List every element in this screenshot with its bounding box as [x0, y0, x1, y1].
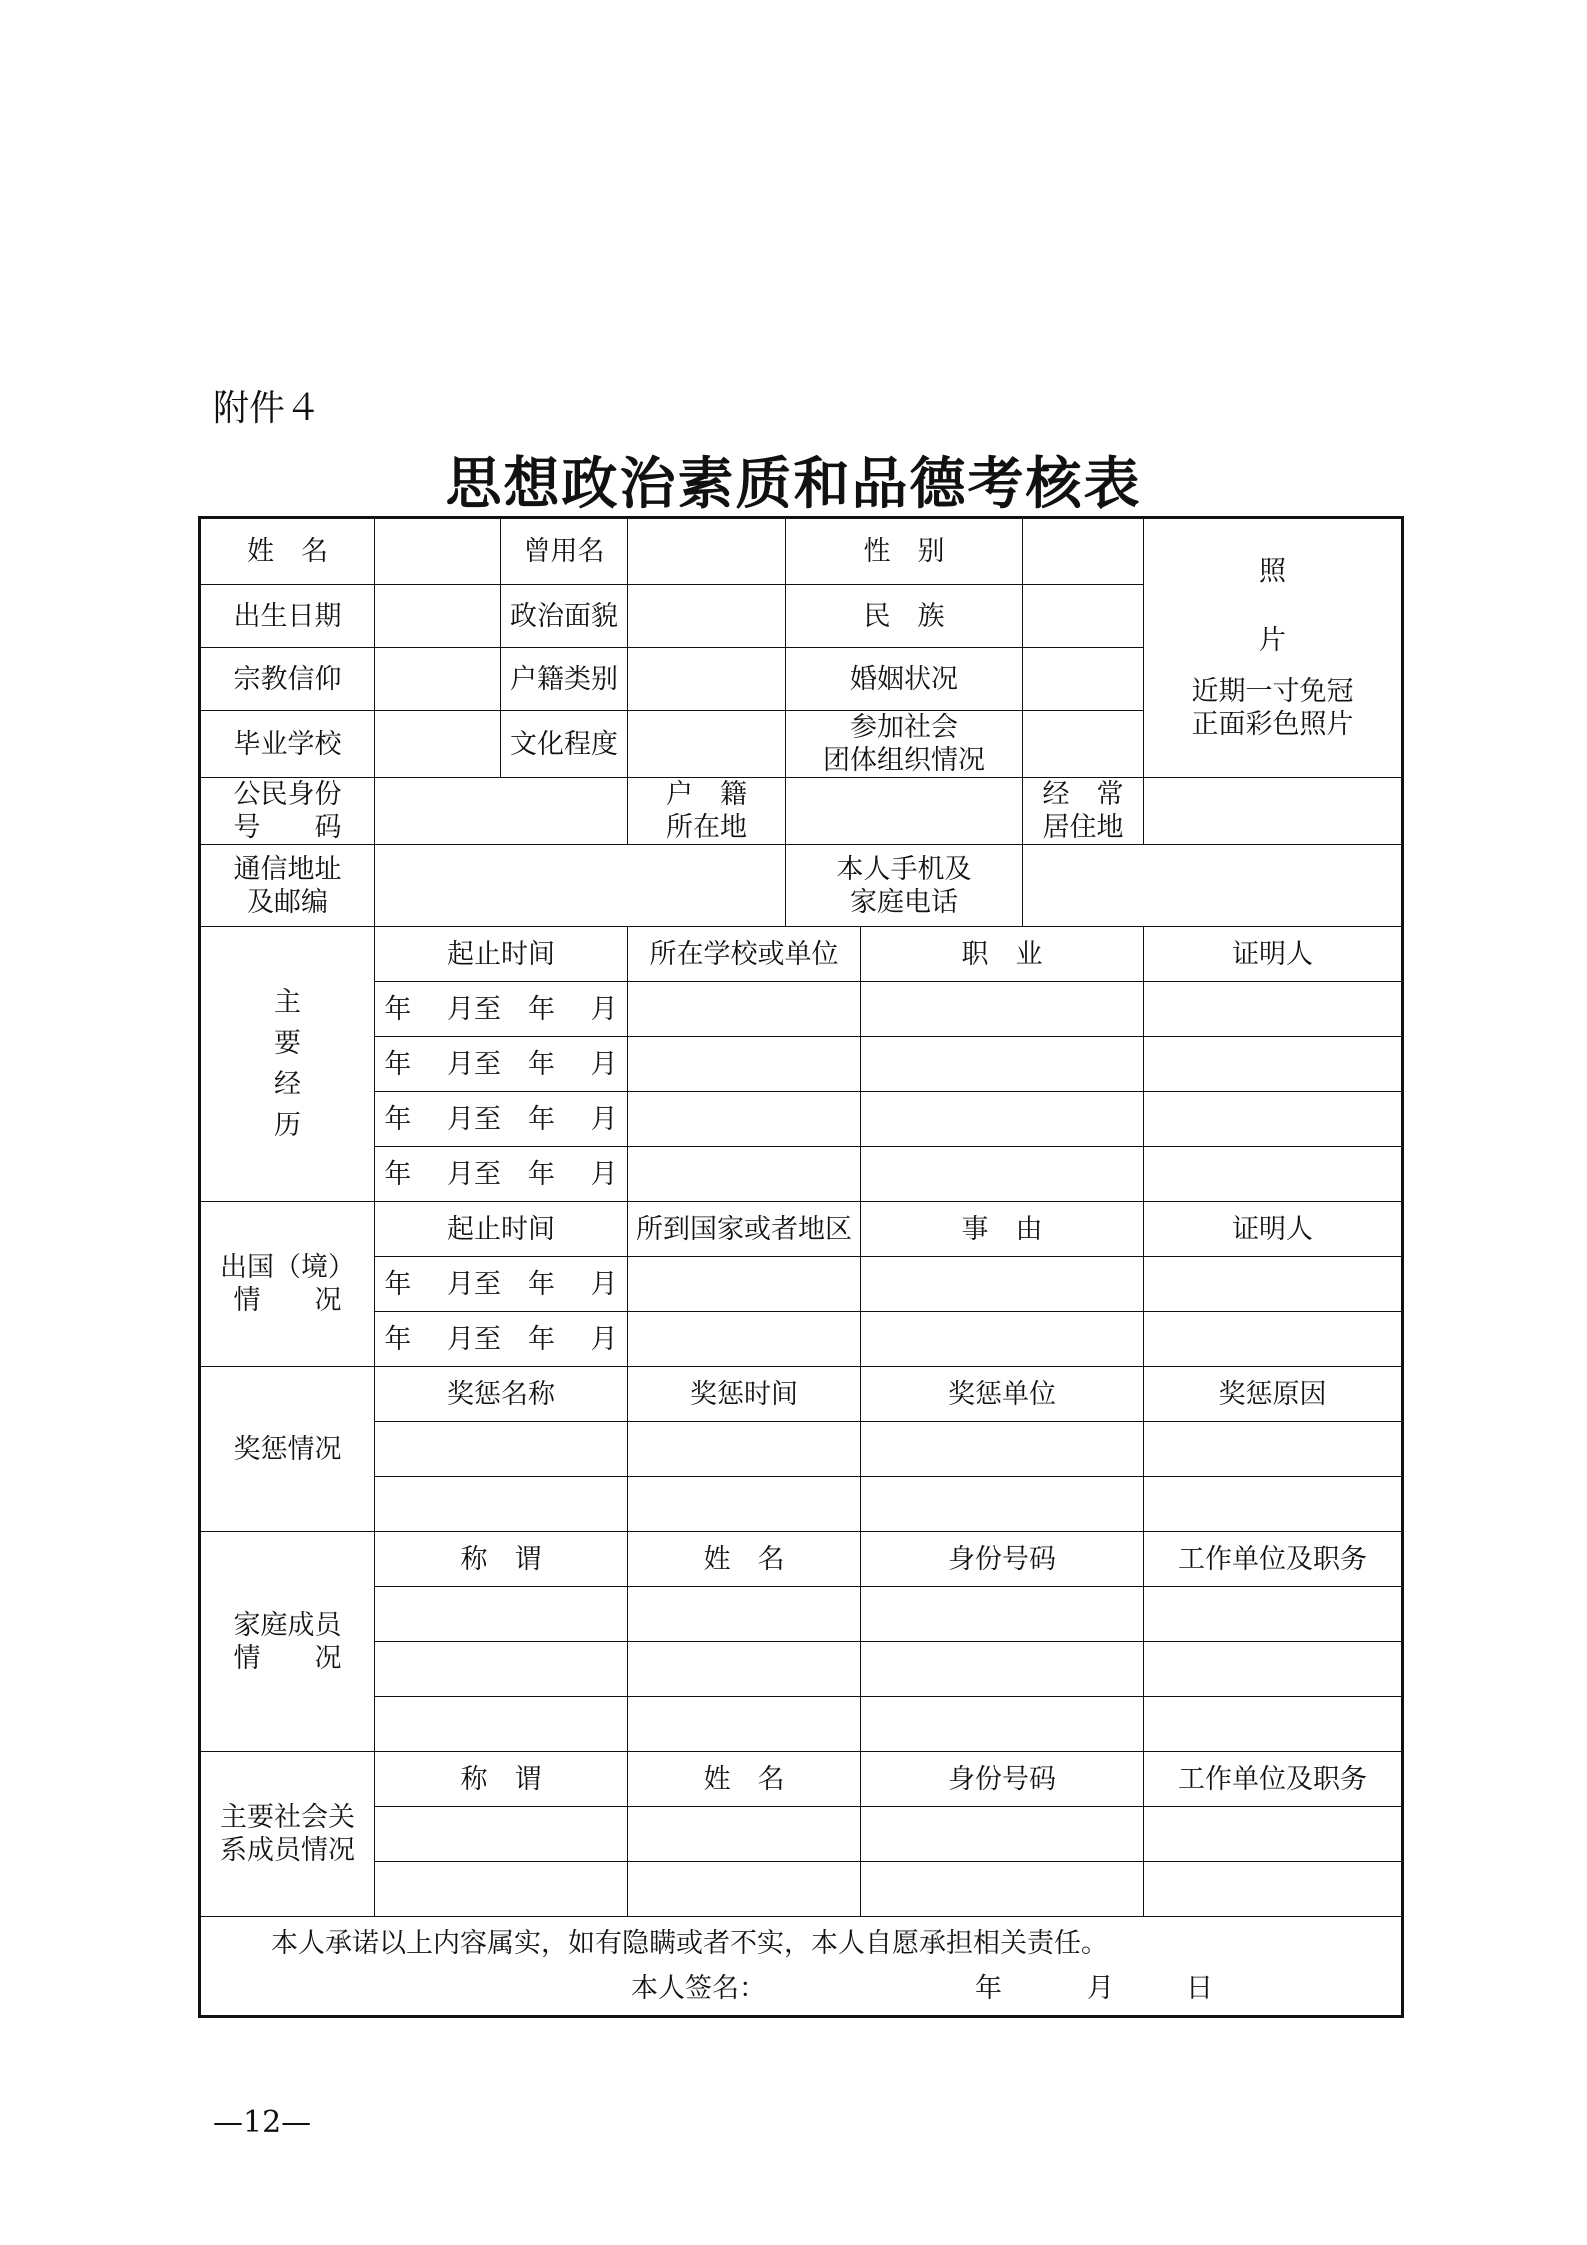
- date-range-cell[interactable]: 年 月至 年 月: [375, 1257, 628, 1312]
- column-header: 奖惩单位: [861, 1367, 1144, 1422]
- table-row: [200, 1587, 1403, 1642]
- column-header: 工作单位及职务: [1144, 1532, 1403, 1587]
- table-cell[interactable]: [628, 1037, 861, 1092]
- former-name-label: 曾用名: [501, 518, 628, 585]
- education-field[interactable]: [628, 711, 786, 778]
- id-number-label-line1: 公民身份: [233, 779, 342, 810]
- date-range-cell[interactable]: 年 月至 年 月: [375, 1147, 628, 1202]
- table-cell[interactable]: [861, 1807, 1144, 1862]
- table-cell[interactable]: [628, 1477, 861, 1532]
- table-cell[interactable]: [861, 1147, 1144, 1202]
- table-row: [200, 1642, 1403, 1697]
- column-header: 职 业: [861, 927, 1144, 982]
- photo-box[interactable]: [1144, 518, 1403, 778]
- table-cell[interactable]: [861, 1257, 1144, 1312]
- table-cell[interactable]: [861, 982, 1144, 1037]
- sign-year-label: 年: [975, 1973, 1002, 2004]
- table-row: [200, 1037, 1403, 1092]
- photo-note-1: 近期一寸免冠: [1191, 676, 1354, 707]
- hukou-location-label: [628, 778, 786, 845]
- table-row: [200, 1147, 1403, 1202]
- column-header: 证明人: [1144, 1202, 1403, 1257]
- table-row: [200, 1257, 1403, 1312]
- address-label-line2: 及邮编: [247, 886, 328, 918]
- table-cell[interactable]: [1144, 1862, 1403, 1917]
- household-type-label: 户籍类别: [501, 648, 628, 711]
- table-row: [200, 982, 1403, 1037]
- column-header: 称 谓: [375, 1752, 628, 1807]
- abroad-label-line1: 出国（境）: [220, 1252, 355, 1283]
- social-org-field[interactable]: [1023, 711, 1144, 778]
- residence-label-line1: 经 常: [1042, 779, 1124, 810]
- photo-label-2: 片: [1259, 625, 1286, 656]
- commitment-section: [200, 1917, 1403, 2017]
- table-cell[interactable]: [1144, 1642, 1403, 1697]
- commitment-text: 本人承诺以上内容属实，如有隐瞒或者不实，本人自愿承担相关责任。: [271, 1928, 1108, 1959]
- column-header: 所在学校或单位: [628, 927, 861, 982]
- political-status-field[interactable]: [628, 585, 786, 648]
- former-name-field[interactable]: [628, 518, 786, 585]
- column-header: 姓 名: [628, 1752, 861, 1807]
- attachment-label: 附件４: [213, 388, 322, 429]
- table-cell[interactable]: [628, 1422, 861, 1477]
- table-cell[interactable]: [861, 1037, 1144, 1092]
- table-row: [200, 1697, 1403, 1752]
- id-number-field[interactable]: [375, 778, 628, 845]
- residence-label-line2: 居住地: [1042, 812, 1124, 843]
- household-type-field[interactable]: [628, 648, 786, 711]
- school-field[interactable]: [375, 711, 501, 778]
- social-label-line2: 系成员情况: [220, 1835, 355, 1866]
- experience-label-char: 经: [274, 1069, 301, 1100]
- phone-label-line1: 本人手机及: [836, 853, 972, 885]
- table-cell[interactable]: [1144, 1257, 1403, 1312]
- table-cell[interactable]: [375, 1862, 628, 1917]
- table-cell[interactable]: [628, 1312, 861, 1367]
- id-number-label-line2: 号 码: [233, 812, 342, 843]
- name-label: 姓 名: [200, 518, 375, 585]
- column-header: 证明人: [1144, 927, 1403, 982]
- address-label: [200, 845, 375, 927]
- residence-field[interactable]: [1144, 778, 1403, 845]
- table-cell[interactable]: [628, 1092, 861, 1147]
- table-cell[interactable]: [861, 1092, 1144, 1147]
- table-cell[interactable]: [861, 1587, 1144, 1642]
- family-label-line2: 情 况: [233, 1642, 342, 1674]
- column-header: 事 由: [861, 1202, 1144, 1257]
- hukou-location-field[interactable]: [786, 778, 1023, 845]
- phone-label: [786, 845, 1023, 927]
- school-label: 毕业学校: [200, 711, 375, 778]
- name-field[interactable]: [375, 518, 501, 585]
- hukou-location-label-line2: 所在地: [666, 812, 747, 843]
- date-range-cell[interactable]: 年 月至 年 月: [375, 1312, 628, 1367]
- birth-date-label: 出生日期: [200, 585, 375, 648]
- table-cell[interactable]: [628, 1862, 861, 1917]
- column-header: 奖惩名称: [375, 1367, 628, 1422]
- table-cell[interactable]: [375, 1422, 628, 1477]
- table-row: [200, 1807, 1403, 1862]
- date-range-cell[interactable]: 年 月至 年 月: [375, 982, 628, 1037]
- date-range-cell[interactable]: 年 月至 年 月: [375, 1037, 628, 1092]
- table-cell[interactable]: [1144, 1477, 1403, 1532]
- gender-label: 性 别: [786, 518, 1023, 585]
- table-cell[interactable]: [861, 1862, 1144, 1917]
- table-row: [200, 1312, 1403, 1367]
- hukou-location-label-line1: 户 籍: [666, 779, 747, 810]
- photo-label-1: 照: [1259, 556, 1286, 587]
- ethnicity-field[interactable]: [1023, 585, 1144, 648]
- table-cell[interactable]: [628, 982, 861, 1037]
- column-header: 姓 名: [628, 1532, 861, 1587]
- table-cell[interactable]: [861, 1642, 1144, 1697]
- column-header: 身份号码: [861, 1532, 1144, 1587]
- column-header: 称 谓: [375, 1532, 628, 1587]
- table-cell[interactable]: [1144, 1037, 1403, 1092]
- table-cell[interactable]: [375, 1697, 628, 1752]
- marital-status-field[interactable]: [1023, 648, 1144, 711]
- page-number: —12—: [213, 2105, 312, 2140]
- table-cell[interactable]: [1144, 1147, 1403, 1202]
- column-header: 身份号码: [861, 1752, 1144, 1807]
- social-label-line1: 主要社会关: [220, 1802, 355, 1833]
- table-cell[interactable]: [628, 1697, 861, 1752]
- table-row: [200, 1422, 1403, 1477]
- table-cell[interactable]: [375, 1807, 628, 1862]
- table-row: [200, 1092, 1403, 1147]
- table-cell[interactable]: [375, 1642, 628, 1697]
- table-cell[interactable]: [628, 1642, 861, 1697]
- table-cell[interactable]: [1144, 1697, 1403, 1752]
- sign-day-label: 日: [1186, 1973, 1213, 2004]
- phone-label-line2: 家庭电话: [850, 886, 958, 918]
- social-section-label: [200, 1752, 375, 1917]
- family-label-line1: 家庭成员: [233, 1609, 342, 1641]
- experience-label-char: 要: [274, 1028, 301, 1059]
- experience-label-char: 主: [274, 987, 301, 1018]
- address-label-line1: 通信地址: [233, 853, 342, 885]
- table-row: [200, 1862, 1403, 1917]
- column-header: 奖惩时间: [628, 1367, 861, 1422]
- table-cell[interactable]: [1144, 1807, 1403, 1862]
- religion-field[interactable]: [375, 648, 501, 711]
- column-header: 所到国家或者地区: [628, 1202, 861, 1257]
- experience-section-label: [200, 927, 375, 1202]
- table-cell[interactable]: [1144, 1092, 1403, 1147]
- awards-section-label: 奖惩情况: [200, 1367, 375, 1532]
- abroad-label-line2: 情 况: [233, 1285, 342, 1316]
- experience-label-char: 历: [274, 1110, 301, 1141]
- religion-label: 宗教信仰: [200, 648, 375, 711]
- abroad-section-label: [200, 1202, 375, 1367]
- education-label: 文化程度: [501, 711, 628, 778]
- table-cell[interactable]: [628, 1587, 861, 1642]
- page-title: 思想政治素质和品德考核表: [445, 452, 1142, 517]
- table-row: [200, 1477, 1403, 1532]
- table-cell[interactable]: [1144, 1312, 1403, 1367]
- birth-date-field[interactable]: [375, 585, 501, 648]
- table-cell[interactable]: [375, 1587, 628, 1642]
- table-cell[interactable]: [861, 1477, 1144, 1532]
- table-cell[interactable]: [1144, 982, 1403, 1037]
- table-cell[interactable]: [628, 1257, 861, 1312]
- column-header: 工作单位及职务: [1144, 1752, 1403, 1807]
- table-cell[interactable]: [861, 1697, 1144, 1752]
- table-cell[interactable]: [1144, 1587, 1403, 1642]
- photo-note-2: 正面彩色照片: [1191, 709, 1354, 740]
- id-number-label: [200, 778, 375, 845]
- table-cell[interactable]: [861, 1312, 1144, 1367]
- gender-field[interactable]: [1023, 518, 1144, 585]
- table-cell[interactable]: [1144, 1422, 1403, 1477]
- political-status-label: 政治面貌: [501, 585, 628, 648]
- signature-label[interactable]: 本人签名：: [631, 1973, 766, 2004]
- social-org-label-line2: 团体组织情况: [823, 745, 985, 776]
- marital-status-label: 婚姻状况: [786, 648, 1023, 711]
- ethnicity-label: 民 族: [786, 585, 1023, 648]
- table-cell[interactable]: [628, 1807, 861, 1862]
- phone-field[interactable]: [1023, 845, 1403, 927]
- date-range-cell[interactable]: 年 月至 年 月: [375, 1092, 628, 1147]
- assessment-form: [198, 516, 1404, 2018]
- table-cell[interactable]: [375, 1477, 628, 1532]
- social-org-label: [786, 711, 1023, 778]
- address-field[interactable]: [375, 845, 786, 927]
- table-cell[interactable]: [861, 1422, 1144, 1477]
- column-header: 起止时间: [375, 1202, 628, 1257]
- sign-month-label: 月: [1087, 1973, 1114, 2004]
- column-header: 奖惩原因: [1144, 1367, 1403, 1422]
- residence-label: [1023, 778, 1144, 845]
- column-header: 起止时间: [375, 927, 628, 982]
- table-cell[interactable]: [628, 1147, 861, 1202]
- family-section-label: [200, 1532, 375, 1752]
- social-org-label-line1: 参加社会: [850, 712, 958, 743]
